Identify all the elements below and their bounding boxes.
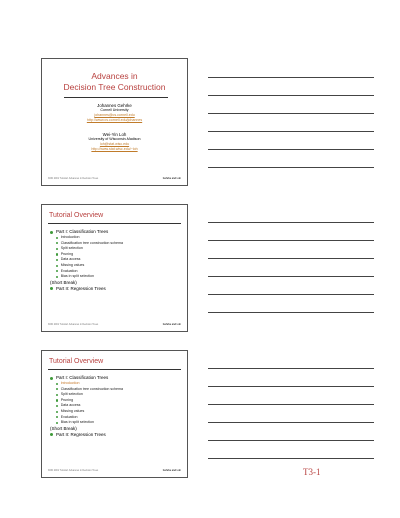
bullet-icon [56,416,58,418]
author-name: Johannes Gehrke [97,103,132,108]
bullet-icon [56,270,58,272]
bullet-icon [56,253,58,255]
page-number: T3-1 [303,467,321,477]
footer-right: Gehrke and Loh [162,177,181,180]
slide-title [42,71,187,93]
outline-part-label: Part I: Classification Trees [56,229,109,234]
list-item-label: Introduction [60,235,80,239]
bullet-icon [56,388,58,390]
author-url-link[interactable]: http://www.cs.cornell.edu/johannes [86,118,143,122]
author-name: Wei-Yin Loh [102,132,127,137]
outline-part-label: Part II: Regression Trees [56,431,106,437]
notes-lines-2 [208,222,374,330]
bullet-icon [56,276,58,278]
list-item-label: Bias in split selection [60,274,95,279]
list-item-label: Split selection [60,246,83,251]
author-block-2 [42,132,187,152]
list-item-label: Missing values [60,262,85,267]
note-line [208,131,374,132]
footer-left: KDD 2001 Tutorial: Advances in Decision Trees [48,469,99,472]
footer-left: KDD 2001 Tutorial: Advances in Decision Trees [48,323,99,326]
list-item-label: Evaluation [60,414,78,419]
notes-lines-1 [208,77,374,185]
list-item-label: Split selection [60,392,83,397]
list-item-label: Bias in split selection [60,420,95,425]
footer-right: Gehrke and Loh [162,469,181,472]
note-line [208,294,374,295]
bullet-icon [50,433,53,436]
title-divider [64,97,168,98]
note-line [208,222,374,223]
outline-list [50,375,181,438]
note-line [208,312,374,313]
bullet-icon [56,411,58,413]
overview-slide-highlighted [41,350,188,478]
note-line [208,113,374,114]
author-affiliation: University of Wisconsin-Madison [88,137,141,141]
title-slide [41,58,188,186]
list-item-label: Introduction [60,381,80,385]
note-line [208,258,374,259]
list-item-label: Pruning [60,251,74,256]
slide-title: Tutorial Overview [49,212,104,219]
list-item-label: Missing values [60,408,85,413]
title-divider [48,223,181,224]
list-item-label: Pruning [60,397,74,402]
note-line [208,77,374,78]
note-line [208,240,374,241]
note-line [208,458,374,459]
title-divider [48,369,181,370]
list-item-label: Data access [60,403,81,408]
bullet-icon [56,422,58,424]
bullet-icon [56,248,58,250]
outline-part-label: Part I: Classification Trees [56,375,109,380]
bullet-icon [56,383,58,385]
list-item-label: Evaluation [60,268,78,273]
note-line [208,95,374,96]
bullet-icon [50,231,53,234]
bullet-icon [56,265,58,267]
author-email-link[interactable]: loh@stat.wisc.edu [99,142,130,146]
list-item-label: Data access [60,257,81,262]
note-line [208,276,374,277]
list-item-label: Classification tree construction schema [60,240,124,245]
outline-part-label: Part II: Regression Trees [56,285,106,291]
title-line-1: Advances in [91,71,138,81]
bullet-icon [56,399,58,401]
bullet-icon [56,259,58,261]
note-line [208,368,374,369]
footer-right: Gehrke and Loh [162,323,181,326]
note-line [208,149,374,150]
note-line [208,167,374,168]
note-line [208,422,374,423]
short-break-label: (Short Break) [50,425,77,431]
notes-lines-3 [208,368,374,476]
note-line [208,440,374,441]
slide-footer [48,177,181,180]
list-item-label: Classification tree construction schema [60,386,124,391]
author-email-link[interactable]: johannes@cs.cornell.edu [94,113,135,117]
author-url-link[interactable]: http://www.stat.wisc.edu/~loh [91,147,138,151]
slide-footer [48,469,181,472]
note-line [208,386,374,387]
bullet-icon [56,242,58,244]
title-line-2: Decision Tree Construction [63,82,166,92]
bullet-icon [50,377,53,380]
short-break-label: (Short Break) [50,279,77,285]
bullet-icon [56,405,58,407]
outline-part-2 [50,432,181,438]
overview-slide [41,204,188,332]
slide-title: Tutorial Overview [49,358,104,365]
bullet-icon [56,394,58,396]
author-affiliation: Cornell University [100,108,129,112]
slide-footer [48,323,181,326]
outline-list [50,229,181,292]
outline-part-2 [50,286,181,292]
note-line [208,404,374,405]
footer-left: KDD 2001 Tutorial: Advances in Decision Trees [48,177,99,180]
bullet-icon [56,237,58,239]
author-block-1 [42,103,187,123]
bullet-icon [50,287,53,290]
